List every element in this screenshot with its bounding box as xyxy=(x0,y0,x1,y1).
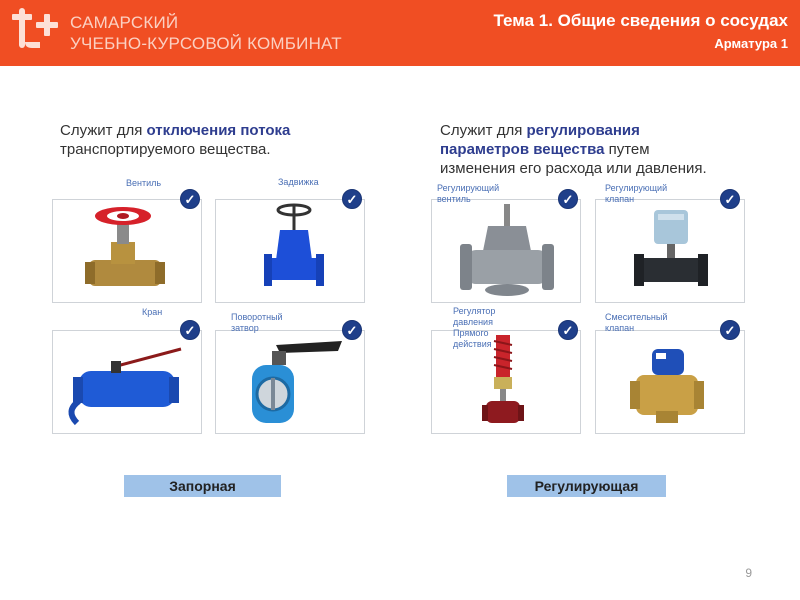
company-name-line1: САМАРСКИЙ xyxy=(70,13,179,32)
check-icon: ✓ xyxy=(558,320,578,340)
page-number: 9 xyxy=(745,566,752,580)
right-description xyxy=(440,121,740,178)
card-butterfly-valve[interactable] xyxy=(215,330,365,434)
slide-title-block xyxy=(493,11,788,51)
check-icon: ✓ xyxy=(720,320,740,340)
category-control-button[interactable]: Регулирующая xyxy=(507,475,666,497)
slide-subtitle: Арматура 1 xyxy=(714,36,788,51)
check-icon: ✓ xyxy=(558,189,578,209)
card-gate-blue[interactable] xyxy=(215,199,365,303)
label-ball-valve: Кран xyxy=(142,307,163,317)
label-butterfly-valve: Поворотный затвор xyxy=(231,312,283,333)
company-name xyxy=(70,12,342,54)
card-mixing-valve[interactable] xyxy=(595,330,745,434)
right-desc-bold1: регулирования xyxy=(526,122,640,139)
right-desc-post: изменения его расхода или давления. xyxy=(440,160,707,177)
label-pressure-regulator: Регулятор давления Прямого действия xyxy=(453,306,496,349)
control-valve-icon xyxy=(432,200,582,304)
label-gate-valve: Вентиль xyxy=(126,178,162,188)
label-gate-blue: Задвижка xyxy=(278,177,319,187)
check-icon: ✓ xyxy=(180,189,200,209)
check-icon: ✓ xyxy=(720,189,740,209)
card-control-valve[interactable] xyxy=(431,199,581,303)
right-desc-mid: путем xyxy=(604,141,650,158)
ball-valve-icon xyxy=(53,331,203,435)
label-control-valve: Регулирующий вентиль xyxy=(437,183,500,204)
blue-gate-valve-icon xyxy=(216,200,366,304)
check-icon: ✓ xyxy=(180,320,200,340)
left-desc-post: транспортируемого вещества. xyxy=(60,141,271,158)
actuated-valve-icon xyxy=(596,200,746,304)
card-actuated-valve[interactable] xyxy=(595,199,745,303)
check-icon: ✓ xyxy=(342,320,362,340)
label-actuated-valve: Регулирующий клапан xyxy=(605,183,668,204)
check-icon: ✓ xyxy=(342,189,362,209)
right-desc-bold2: параметров вещества xyxy=(440,141,605,158)
left-desc-pre: Служит для xyxy=(60,122,147,139)
left-description xyxy=(60,121,360,159)
card-gate-valve[interactable] xyxy=(52,199,202,303)
header-bar xyxy=(0,0,800,66)
left-desc-bold: отключения потока xyxy=(146,122,291,139)
label-mixing-valve: Смесительный клапан xyxy=(605,312,668,333)
slide-title: Тема 1. Общие сведения о сосудах xyxy=(493,11,788,30)
gate-valve-red-wheel-icon xyxy=(53,200,203,304)
right-desc-pre: Служит для xyxy=(440,122,527,139)
mixing-valve-icon xyxy=(596,331,746,435)
butterfly-valve-icon xyxy=(216,331,366,435)
card-ball-valve[interactable] xyxy=(52,330,202,434)
t-plus-logo-icon xyxy=(10,8,62,52)
category-shutoff-button[interactable]: Запорная xyxy=(124,475,281,497)
company-name-line2: УЧЕБНО-КУРСОВОЙ КОМБИНАТ xyxy=(70,34,342,53)
